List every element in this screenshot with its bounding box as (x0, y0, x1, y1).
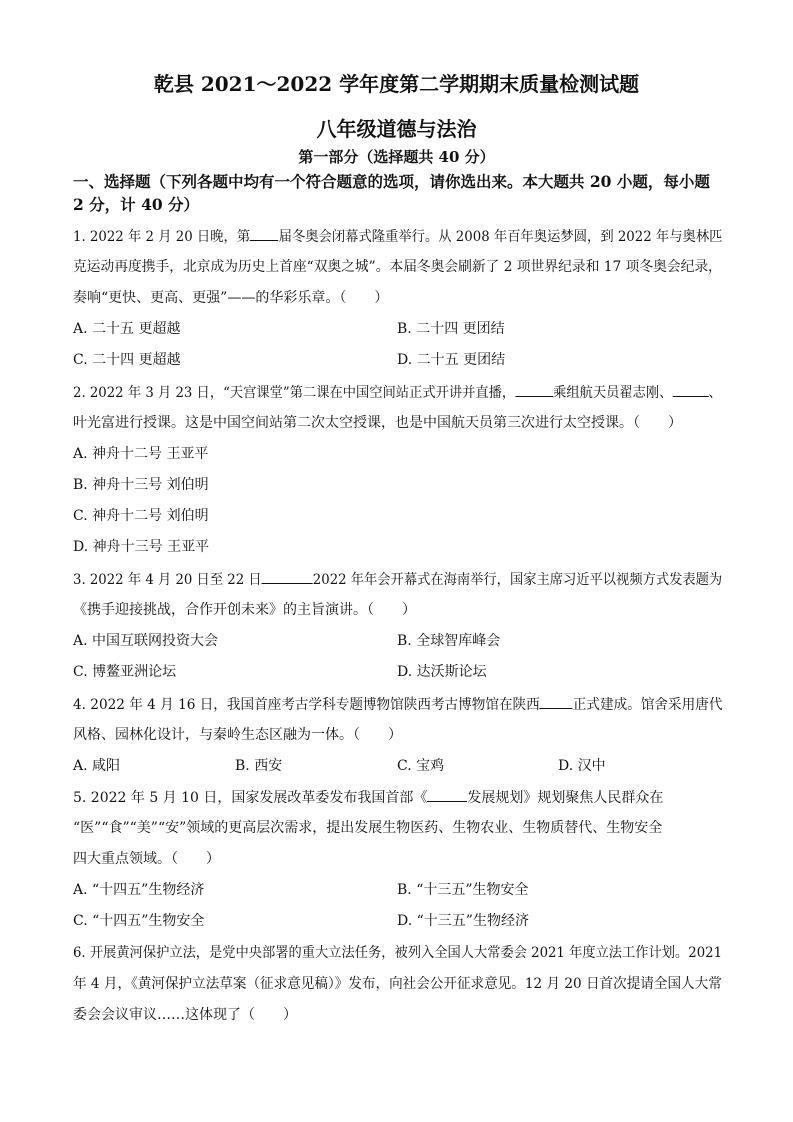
question-2-line2: 叶光富进行授课。这是中国空间站第二次太空授课，也是中国航天员第三次进行太空授课。（ ） (73, 415, 682, 431)
question-3-option-d: D. 达沃斯论坛 (397, 664, 487, 680)
question-1-option-b: B. 二十四 更团结 (397, 321, 505, 337)
question-3-option-a: A. 中国互联网投资大会 (73, 633, 219, 649)
question-5-option-d: D. “十三五”生物经济 (397, 913, 529, 929)
question-1-text-b: 届冬奥会闭幕式隆重举行。从 2008 年百年奥运梦圆，到 2022 年与奥林匹 (278, 229, 723, 245)
question-3-line2: 《携手迎接挑战，合作开创未来》的主旨演讲。（ ） (73, 602, 416, 618)
question-5-line1 (73, 787, 663, 808)
question-5-option-a: A. “十四五”生物经济 (73, 882, 205, 898)
question-4-option-c: C. 宝鸡 (397, 758, 445, 774)
question-2-option-b: B. 神舟十三号 刘伯明 (73, 477, 209, 493)
question-4-option-a: A. 咸阳 (73, 758, 121, 774)
question-2-text-a: 2. 2022 年 3 月 23 日，“天宫课堂”第二课在中国空间站正式开讲并直播， (73, 385, 516, 401)
answer-blank (540, 694, 573, 709)
question-6-line1: 6. 开展黄河保护立法，是党中央部署的重大立法任务，被列入全国人大常委会 2021 年度立法工作计划。2021 (73, 945, 722, 961)
question-5-text-a: 5. 2022 年 5 月 10 日，国家发展改革委发布我国首部《 (73, 790, 428, 806)
question-3-option-c: C. 博鳌亚洲论坛 (73, 664, 177, 680)
question-5-option-b: B. “十三五”生物安全 (397, 882, 529, 898)
question-1-option-d: D. 二十五 更团结 (397, 352, 506, 368)
question-1-option-c: C. 二十四 更超越 (73, 352, 181, 368)
question-6-line2: 年 4 月，《黄河保护立法草案（征求意见稿）》发布，向社会公开征求意见。12 月 20 日首次提请全国人大常 (73, 976, 722, 992)
question-4-text-a: 4. 2022 年 4 月 16 日，我国首座考古学科专题博物馆陕西考古博物馆在陕西 (73, 697, 540, 713)
answer-blank (427, 787, 467, 802)
section-instruction-line2: 2 分，计 40 分） (73, 195, 200, 214)
question-1-line2: 克运动再度携手，北京成为历史上首座“双奥之城”。本届冬奥会刷新了 2 项世界纪录和 17 项冬奥会纪录， (73, 259, 722, 275)
question-5-option-c: C. “十四五”生物安全 (73, 913, 205, 929)
answer-blank (515, 382, 553, 397)
question-1-line1 (73, 226, 722, 247)
question-5-text-b: 发展规划》规划聚焦人民群众在 (467, 790, 664, 806)
question-2-option-a: A. 神舟十二号 王亚平 (73, 446, 209, 462)
question-4-line1 (73, 694, 722, 715)
answer-blank (262, 569, 313, 584)
answer-blank (250, 226, 279, 241)
exam-subject: 八年级道德与法治 (316, 117, 477, 141)
question-1-text-a: 1. 2022 年 2 月 20 日晚，第 (73, 229, 251, 245)
part-heading: 第一部分（选择题共 40 分） (298, 148, 495, 166)
question-2-option-d: D. 神舟十三号 王亚平 (73, 539, 210, 555)
question-2-option-c: C. 神舟十二号 刘伯明 (73, 508, 209, 524)
question-2-text-c: 、 (708, 385, 722, 401)
question-4-option-b: B. 西安 (235, 758, 283, 774)
question-6-line3: 委会会议审议……这体现了（ ） (73, 1007, 297, 1023)
question-3-text-a: 3. 2022 年 4 月 20 日至 22 日 (73, 572, 262, 588)
question-3-option-b: B. 全球智库峰会 (397, 633, 501, 649)
question-1-option-a: A. 二十五 更超越 (73, 321, 181, 337)
exam-title: 乾县 2021～2022 学年度第二学期期末质量检测试题 (153, 72, 640, 96)
question-2-text-b: 乘组航天员翟志刚、 (553, 385, 673, 401)
question-3-line1 (73, 569, 722, 590)
question-4-text-b: 正式建成。馆舍采用唐代 (572, 697, 723, 713)
section-instruction-line1: 一、选择题（下列各题中均有一个符合题意的选项，请你选出来。本大题共 20 小题，每小题 (73, 172, 710, 191)
answer-blank (672, 382, 708, 397)
question-5-line3: 四大重点领域。（ ） (73, 851, 220, 867)
question-4-line2: 风格、园林化设计，与秦岭生态区融为一体。（ ） (73, 727, 402, 743)
question-5-line2: “医”“食”“美”“安”领域的更高层次需求，提出发展生物医药、生物农业、生物质替代、生物安全 (73, 820, 663, 836)
question-1-line3: 奏响“更快、更高、更强”——的华彩乐章。（ ） (73, 290, 389, 306)
question-4-option-d: D. 汉中 (558, 758, 606, 774)
question-3-text-b: 2022 年年会开幕式在海南举行，国家主席习近平以视频方式发表题为 (312, 572, 723, 588)
question-2-line1 (73, 382, 722, 403)
